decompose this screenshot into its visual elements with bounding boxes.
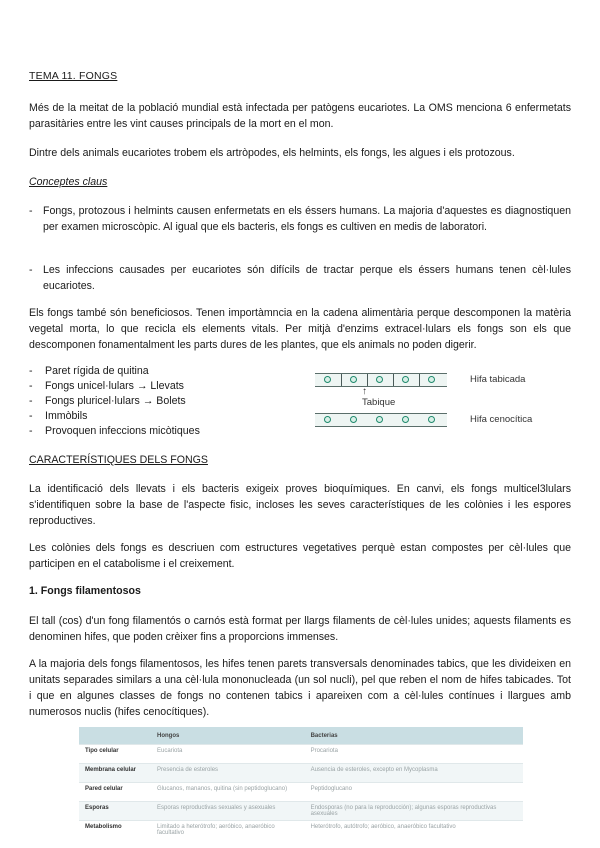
characteristics-heading: CARACTERÍSTIQUES DELS FONGS: [29, 454, 208, 466]
bullet-dash: -: [29, 264, 33, 276]
table-row: Tipo celular Eucariota Procariota: [79, 745, 523, 764]
characteristics-paragraph-2: Les colònies dels fongs es descriuen com estructures vegetatives perquè estan compostes per cèl·lules que participen en el catabolisme i el creixement.: [29, 542, 571, 570]
characteristics-paragraph-1: La identificació dels llevats i els bacteris exigeix proves bioquímiques. En canvi, els fongs multicel3lulars s'identifiquen sobre la base de l'aspecte fisic, incloses les seves característiques de les colònies i les espores reproductives.: [29, 483, 571, 527]
septate-hypha-label: Hifa tabicada: [470, 374, 526, 385]
table-header-cell: Hongos: [151, 727, 305, 745]
section-1-heading: 1. Fongs filamentosos: [29, 585, 141, 597]
table-row: Membrana celular Presencia de esteroles Ausencia de esteroles, excepto en Mycoplasma: [79, 764, 523, 783]
list-item: - Paret rígida de quitina: [29, 365, 149, 377]
list-item: - Provoquen infeccions micòtiques: [29, 425, 200, 437]
list-item: - Fongs unicel·lulars → Llevats: [29, 380, 184, 392]
table-row: Esporas Esporas reproductivas sexuales y asexuales Endosporas (no para la reproducción); algunas esporas reproductivas asexuales: [79, 802, 523, 821]
table-row: Metabolismo Limitado a heterótrofo; aeróbico, anaeróbico facultativo Heterótrofo, autótrofo; aeróbico, anaeróbico facultativo: [79, 821, 523, 840]
key-concept-item: [29, 262, 571, 294]
benefits-paragraph: Els fongs també són beneficiosos. Tenen importàmncia en la cadena alimentària perque descomponen la matèria vegetal morta, lo que recicla els elements vitals. Per mitjà d'enzims extracel·lulars els fongs son els que descomponen fonamentalment les parts dures de les plantes, que els animals no poden digerir.: [29, 307, 571, 351]
coenocytic-hypha-label: Hifa cenocítica: [470, 414, 533, 425]
page-title: TEMA 11. FONGS: [29, 70, 118, 82]
key-concept-text: Les infeccions causades per eucariotes són difícils de tractar perque els éssers humans tenen cèl·lules eucariotes.: [43, 264, 571, 292]
section-1-paragraph-2: A la majoria dels fongs filamentosos, les hifes tenen parets transversals denominades tabics, que les divideixen en unitats separades similars a una cèl·lula mononucleada (un sol nucli), pel que reben el nom de hifes tabicades. Tot i que en algunes classes de fongs no contenen tabics i apareixen com a cèl·lules contínues i llargues amb numerosos nuclis (hifes cenocítiques).: [29, 658, 571, 718]
key-concepts-heading: Conceptes claus: [29, 176, 108, 188]
table-row: Pared celular Glucanos, mananos, quitina (sin peptidoglucano) Peptidoglucano: [79, 783, 523, 802]
list-item: - Fongs pluricel·lulars → Bolets: [29, 395, 186, 407]
features-list: [29, 364, 200, 439]
list-item: - Immòbils: [29, 410, 88, 422]
key-concept-item: [29, 203, 571, 235]
coenocytic-hypha: [315, 413, 447, 427]
bullet-dash: -: [29, 205, 33, 217]
table-header-row: [79, 727, 523, 745]
section-1-paragraph-1: El tall (cos) d'un fong filamentós o carnós està format per llargs filaments de cèl·lules unides; aquests filaments es denominen hifes, que poden crèixer fins a proporcions immenses.: [29, 615, 571, 643]
key-concept-text: Fongs, protozous i helmints causen enfermetats en els éssers humans. La majoria d'aquestes es diagnostiquen per examen microscòpic. Al igual que els bacteris, els fongs es cultiven en medis de laboratori.: [43, 205, 571, 233]
septate-hypha: [315, 373, 447, 387]
intro-paragraph-2: Dintre dels animals eucariotes trobem els artròpodes, els helmints, els fongs, les algues i els protozous.: [29, 147, 515, 159]
table-header-cell: [79, 727, 151, 745]
comparison-table: [79, 727, 523, 839]
septum-label: Tabique: [362, 397, 396, 408]
arrow-up-icon: ↑: [362, 386, 367, 397]
table-header-cell: Bacterias: [305, 727, 523, 745]
intro-paragraph-1: Més de la meitat de la població mundial està infectada per patògens eucariotes. La OMS menciona 6 enfermetats parasitàries entre les vint causes principals de la mort en el mon.: [29, 102, 571, 130]
